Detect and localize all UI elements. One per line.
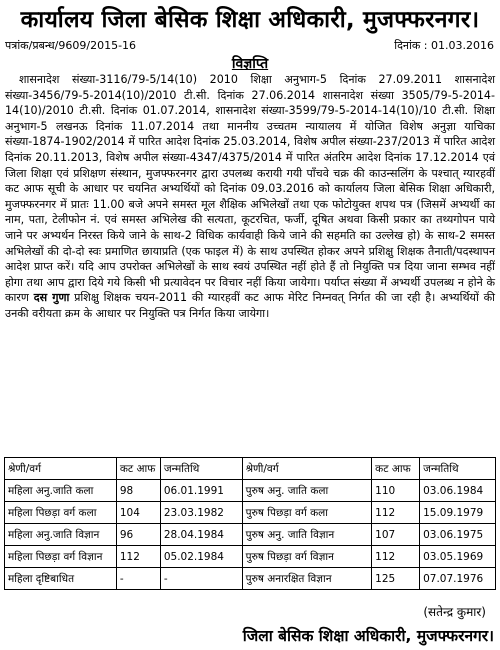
table-cell: 110 (372, 480, 420, 502)
table-cell: महिला दृष्टिबाधित (5, 568, 117, 590)
table-cell: 28.04.1984 (160, 524, 242, 546)
column-header: कट आफ (116, 458, 160, 480)
office-header: कार्यालय जिला बेसिक शिक्षा अधिकारी, मुजफ्फरनगर। (20, 7, 480, 33)
table-cell: 112 (372, 502, 420, 524)
column-header: जन्मतिथि (420, 458, 496, 480)
table-cell: 125 (372, 568, 420, 590)
signatory-name: (सतेन्द्र कुमार) (423, 605, 486, 619)
table-cell: 98 (116, 480, 160, 502)
table-cell: 112 (372, 546, 420, 568)
table-cell: महिला अनु.जाति कला (5, 480, 117, 502)
table-cell: 03.06.1984 (420, 480, 496, 502)
body-paragraph-1: शासनादेश संख्या-3116/79-5/14(10) 2010 शिक्षा अनुभाग-5 दिनांक 27.09.2011 शासनादेश संख्या-3456/79-5-2014(10)/2010 टी.सी. दिनांक 27.06.2014 शासनादेश संख्या 3505/79-5-2014-14(10)/2010 टी.सी. दिनांक 01.07.2014, शासनादेश संख्या-3599/79-5-2014-14(10)/10 टी.सी. शिक्षा अनुभाग-5 लखनऊ दिनांक 11.07.2014 तथा माननीय उच्चतम न्यायालय में योजित विशेष अनुज्ञा याचिका संख्या-1874-1902/2014 में पारित आदेश दिनांक 25.03.2014, विशेष अपील संख्या-237/2013 में पारित आदेश दिनांक 20.11.2013, विशेष अपील संख्या-4347/4375/2014 में पारित अंतरिम आदेश दिनांक 17.12.2014 एवं जिला शिक्षा एवं प्रशिक्षण संस्थान, मुजफ्फरनगर द्वारा उपलब्ध करायी गयी पाँचवे चक्र की काउन्सलिंग के पश्चात् ग्यारहवीं कट आफ सूची के आधार पर चयनित अभ्यर्थियों को दिनांक 09.03.2016 को कार्यालय जिला बेसिक शिक्षा अधिकारी, मुजफ्फरनगर में प्रातः 11.00 बजे अपने समस्त मूल शैक्षिक अभिलेखों तथा एक फोटोयुक्त शपथ पत्र (जिसमें अभ्यर्थी का नाम, पता, टेलीफोन नं. एवं समस्त अभिलेख की सत्यता, कूटरचित, फर्जी, दूषित अथवा किसी प्रकार का तथ्यगोपन पाये जाने पर अभ्यर्थन निरस्त किये जाने के साथ-2 विधिक कार्यवाही किये जाने की सहमति का उल्लेख हो) के साथ-2 समस्त अभिलेखों की दो-दो स्वः प्रमाणित छायाप्रति (एक फाइल में) के साथ उपस्थित होकर अपने प्रशिक्षु शिक्षक तैनाती/पदस्थापन आदेश प्राप्त करें। यदि आप उपरोक्त अभिलेखों के साथ स्वयं उपस्थित नहीं होते हैं तो नियुक्ति पत्र दिया जाना सम्भव नहीं होगा तथा आप द्वारा दिये गये किसी भी प्रत्यावेदन पर विचार नहीं किया जायेगा। पर्याप्त संख्या में अभ्यर्थी उपलब्ध न होने के कारण (5, 73, 495, 305)
cutoff-table (4, 457, 496, 590)
table-cell: - (160, 568, 242, 590)
reference-number: पत्रांक/प्रबन्ध/9609/2015-16 (5, 39, 137, 52)
table-cell: 03.05.1969 (420, 546, 496, 568)
table-cell: 05.02.1984 (160, 546, 242, 568)
table-cell: 15.09.1979 (420, 502, 496, 524)
table-row (5, 480, 496, 502)
table-cell: 07.07.1976 (420, 568, 496, 590)
table-cell: 112 (116, 546, 160, 568)
column-header: कट आफ (372, 458, 420, 480)
table-cell: पुरुष अनारक्षित विज्ञान (242, 568, 372, 590)
table-cell: महिला पिछड़ा वर्ग विज्ञान (5, 546, 117, 568)
table-row (5, 502, 496, 524)
table-cell: महिला अनु.जाति विज्ञान (5, 524, 117, 546)
notice-title: विज्ञप्ति (231, 56, 269, 72)
body-emphasis: दस गुणा (33, 291, 70, 305)
table-cell: 23.03.1982 (160, 502, 242, 524)
signatory-designation: जिला बेसिक शिक्षा अधिकारी, मुजफ्फरनगर। (242, 627, 494, 645)
table-cell: पुरुष अनु. जाति विज्ञान (242, 524, 372, 546)
table-cell: 104 (116, 502, 160, 524)
table-cell: पुरुष पिछड़ा वर्ग कला (242, 502, 372, 524)
table-row (5, 568, 496, 590)
table-row (5, 546, 496, 568)
column-header: जन्मतिथि (160, 458, 242, 480)
table-cell: 06.01.1991 (160, 480, 242, 502)
table-cell: 96 (116, 524, 160, 546)
table-cell: - (116, 568, 160, 590)
table-cell: पुरुष अनु. जाति कला (242, 480, 372, 502)
column-header: श्रेणी/वर्ग (242, 458, 372, 480)
table-row (5, 524, 496, 546)
table-cell: 03.06.1975 (420, 524, 496, 546)
table-cell: महिला पिछड़ा वर्ग कला (5, 502, 117, 524)
table-header-row (5, 458, 496, 480)
notice-body (5, 72, 495, 322)
column-header: श्रेणी/वर्ग (5, 458, 117, 480)
table-cell: पुरुष पिछड़ा वर्ग विज्ञान (242, 546, 372, 568)
notice-heading (0, 54, 500, 73)
notice-date: दिनांक : 01.03.2016 (394, 39, 494, 52)
body-paragraph-2: प्रशिक्षु शिक्षक चयन-2011 की ग्यारहवीं कट आफ मेरिट निम्नवत् निर्गत की जा रही है। अभ्यर्थियों की उनकी वरीयता क्रम के आधार पर नियुक्ति पत्र निर्गत किया जायेगा। (5, 291, 495, 320)
table-cell: 107 (372, 524, 420, 546)
